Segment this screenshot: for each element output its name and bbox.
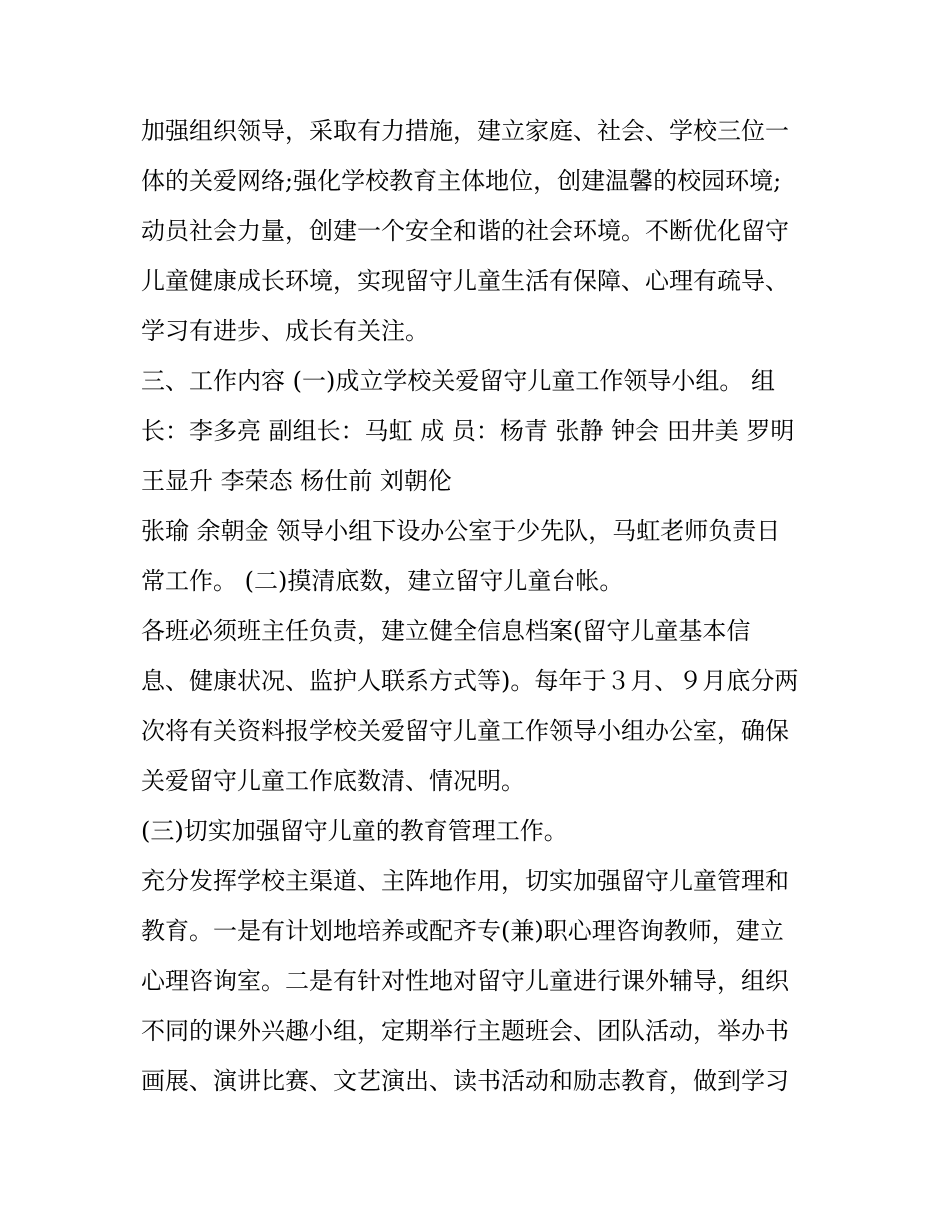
text-line: 教育。一是有计划地培养或配齐专(兼)职心理咨询教师，建立 [141, 917, 784, 945]
text-line: 关爱留守儿童工作底数清、情况明。 [141, 767, 525, 795]
text-line: 学习有进步、成长有关注。 [141, 317, 429, 345]
text-line: 王显升 李荣态 杨仕前 刘朝伦 [141, 467, 452, 495]
text-line: 画展、演讲比赛、文艺演出、读书活动和励志教育，做到学习 [141, 1067, 789, 1095]
text-line: 常工作。 (二)摸清底数，建立留守儿童台帐。 [141, 567, 624, 595]
section-heading-line: 三、工作内容 (一)成立学校关爱留守儿童工作领导小组。 组 [141, 367, 775, 395]
subsection-heading-line: (三)切实加强留守儿童的教育管理工作。 [141, 817, 568, 845]
text-line: 长：李多亮 副组长：马虹 成 员：杨青 张静 钟会 田井美 罗明 [141, 417, 795, 445]
text-line: 儿童健康成长环境，实现留守儿童生活有保障、心理有疏导、 [141, 267, 789, 295]
text-line: 心理咨询室。二是有针对性地对留守儿童进行课外辅导，组织 [141, 967, 789, 995]
text-line: 加强组织领导，采取有力措施，建立家庭、社会、学校三位一 [141, 117, 789, 145]
text-line: 动员社会力量，创建一个安全和谐的社会环境。不断优化留守 [141, 217, 789, 245]
text-line: 次将有关资料报学校关爱留守儿童工作领导小组办公室，确保 [141, 717, 789, 745]
text-line: 各班必须班主任负责，建立健全信息档案(留守儿童基本信 [141, 617, 751, 645]
text-line: 充分发挥学校主渠道、主阵地作用，切实加强留守儿童管理和 [141, 867, 789, 895]
text-line: 不同的课外兴趣小组，定期举行主题班会、团队活动，举办书 [141, 1017, 789, 1045]
document-body [141, 106, 821, 1106]
text-line: 息、健康状况、监护人联系方式等)。每年于３月、９月底分两 [141, 667, 799, 695]
text-line: 张瑜 余朝金 领导小组下设办公室于少先队，马虹老师负责日 [141, 517, 781, 545]
text-line: 体的关爱网络;强化学校教育主体地位，创建温馨的校园环境; [141, 167, 782, 195]
